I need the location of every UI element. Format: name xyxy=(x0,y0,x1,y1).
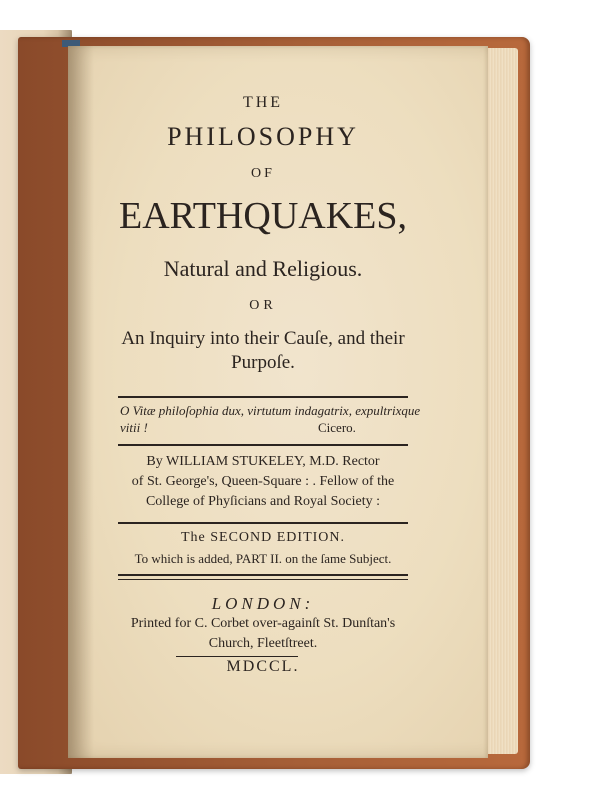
heading-philosophy: PHILOSOPHY xyxy=(167,122,359,151)
author-line-2: of St. George's, Queen-Square : . Fellow of the xyxy=(131,474,395,489)
title-page-text xyxy=(92,46,434,758)
divider-rule xyxy=(118,522,408,524)
imprint-line-2: Church, Fleetſtreet. xyxy=(208,636,318,651)
subtitle-or: OR xyxy=(249,298,277,313)
heading-of: OF xyxy=(251,166,275,181)
imprint-city: LONDON: xyxy=(211,594,315,613)
divider-rule xyxy=(118,396,408,398)
subtitle-inquiry-line-1: An Inquiry into their Cauſe, and their xyxy=(121,328,405,349)
heading-earthquakes: EARTHQUAKES, xyxy=(119,195,407,237)
motto-line-1: O Vitæ philoſophia dux, virtutum indagatrix, expultrixque xyxy=(120,403,421,418)
divider-rule xyxy=(118,444,408,446)
divider-rule xyxy=(118,579,408,580)
divider-rule xyxy=(118,574,408,576)
edition-line-2: To which is added, PART II. on the ſame Subject. xyxy=(134,551,392,566)
divider-rule xyxy=(176,656,298,657)
heading-the: THE xyxy=(242,94,284,111)
subtitle-natural: Natural and Religious. xyxy=(163,256,363,281)
page-gutter-shadow xyxy=(68,46,94,758)
author-line-3: College of Phyſicians and Royal Society : xyxy=(145,494,381,509)
motto-attribution: Cicero. xyxy=(318,420,356,435)
motto-line-2: vitii ! xyxy=(120,420,148,435)
author-line-1: By WILLIAM STUKELEY, M.D. Rector xyxy=(146,454,380,469)
imprint-line-1: Printed for C. Corbet over-againſt St. Dunſtan's xyxy=(130,616,396,631)
edition-line-1: The SECOND EDITION. xyxy=(180,530,346,545)
imprint-date: MDCCL. xyxy=(226,658,300,675)
subtitle-inquiry-line-2: Purpoſe. xyxy=(231,352,295,373)
